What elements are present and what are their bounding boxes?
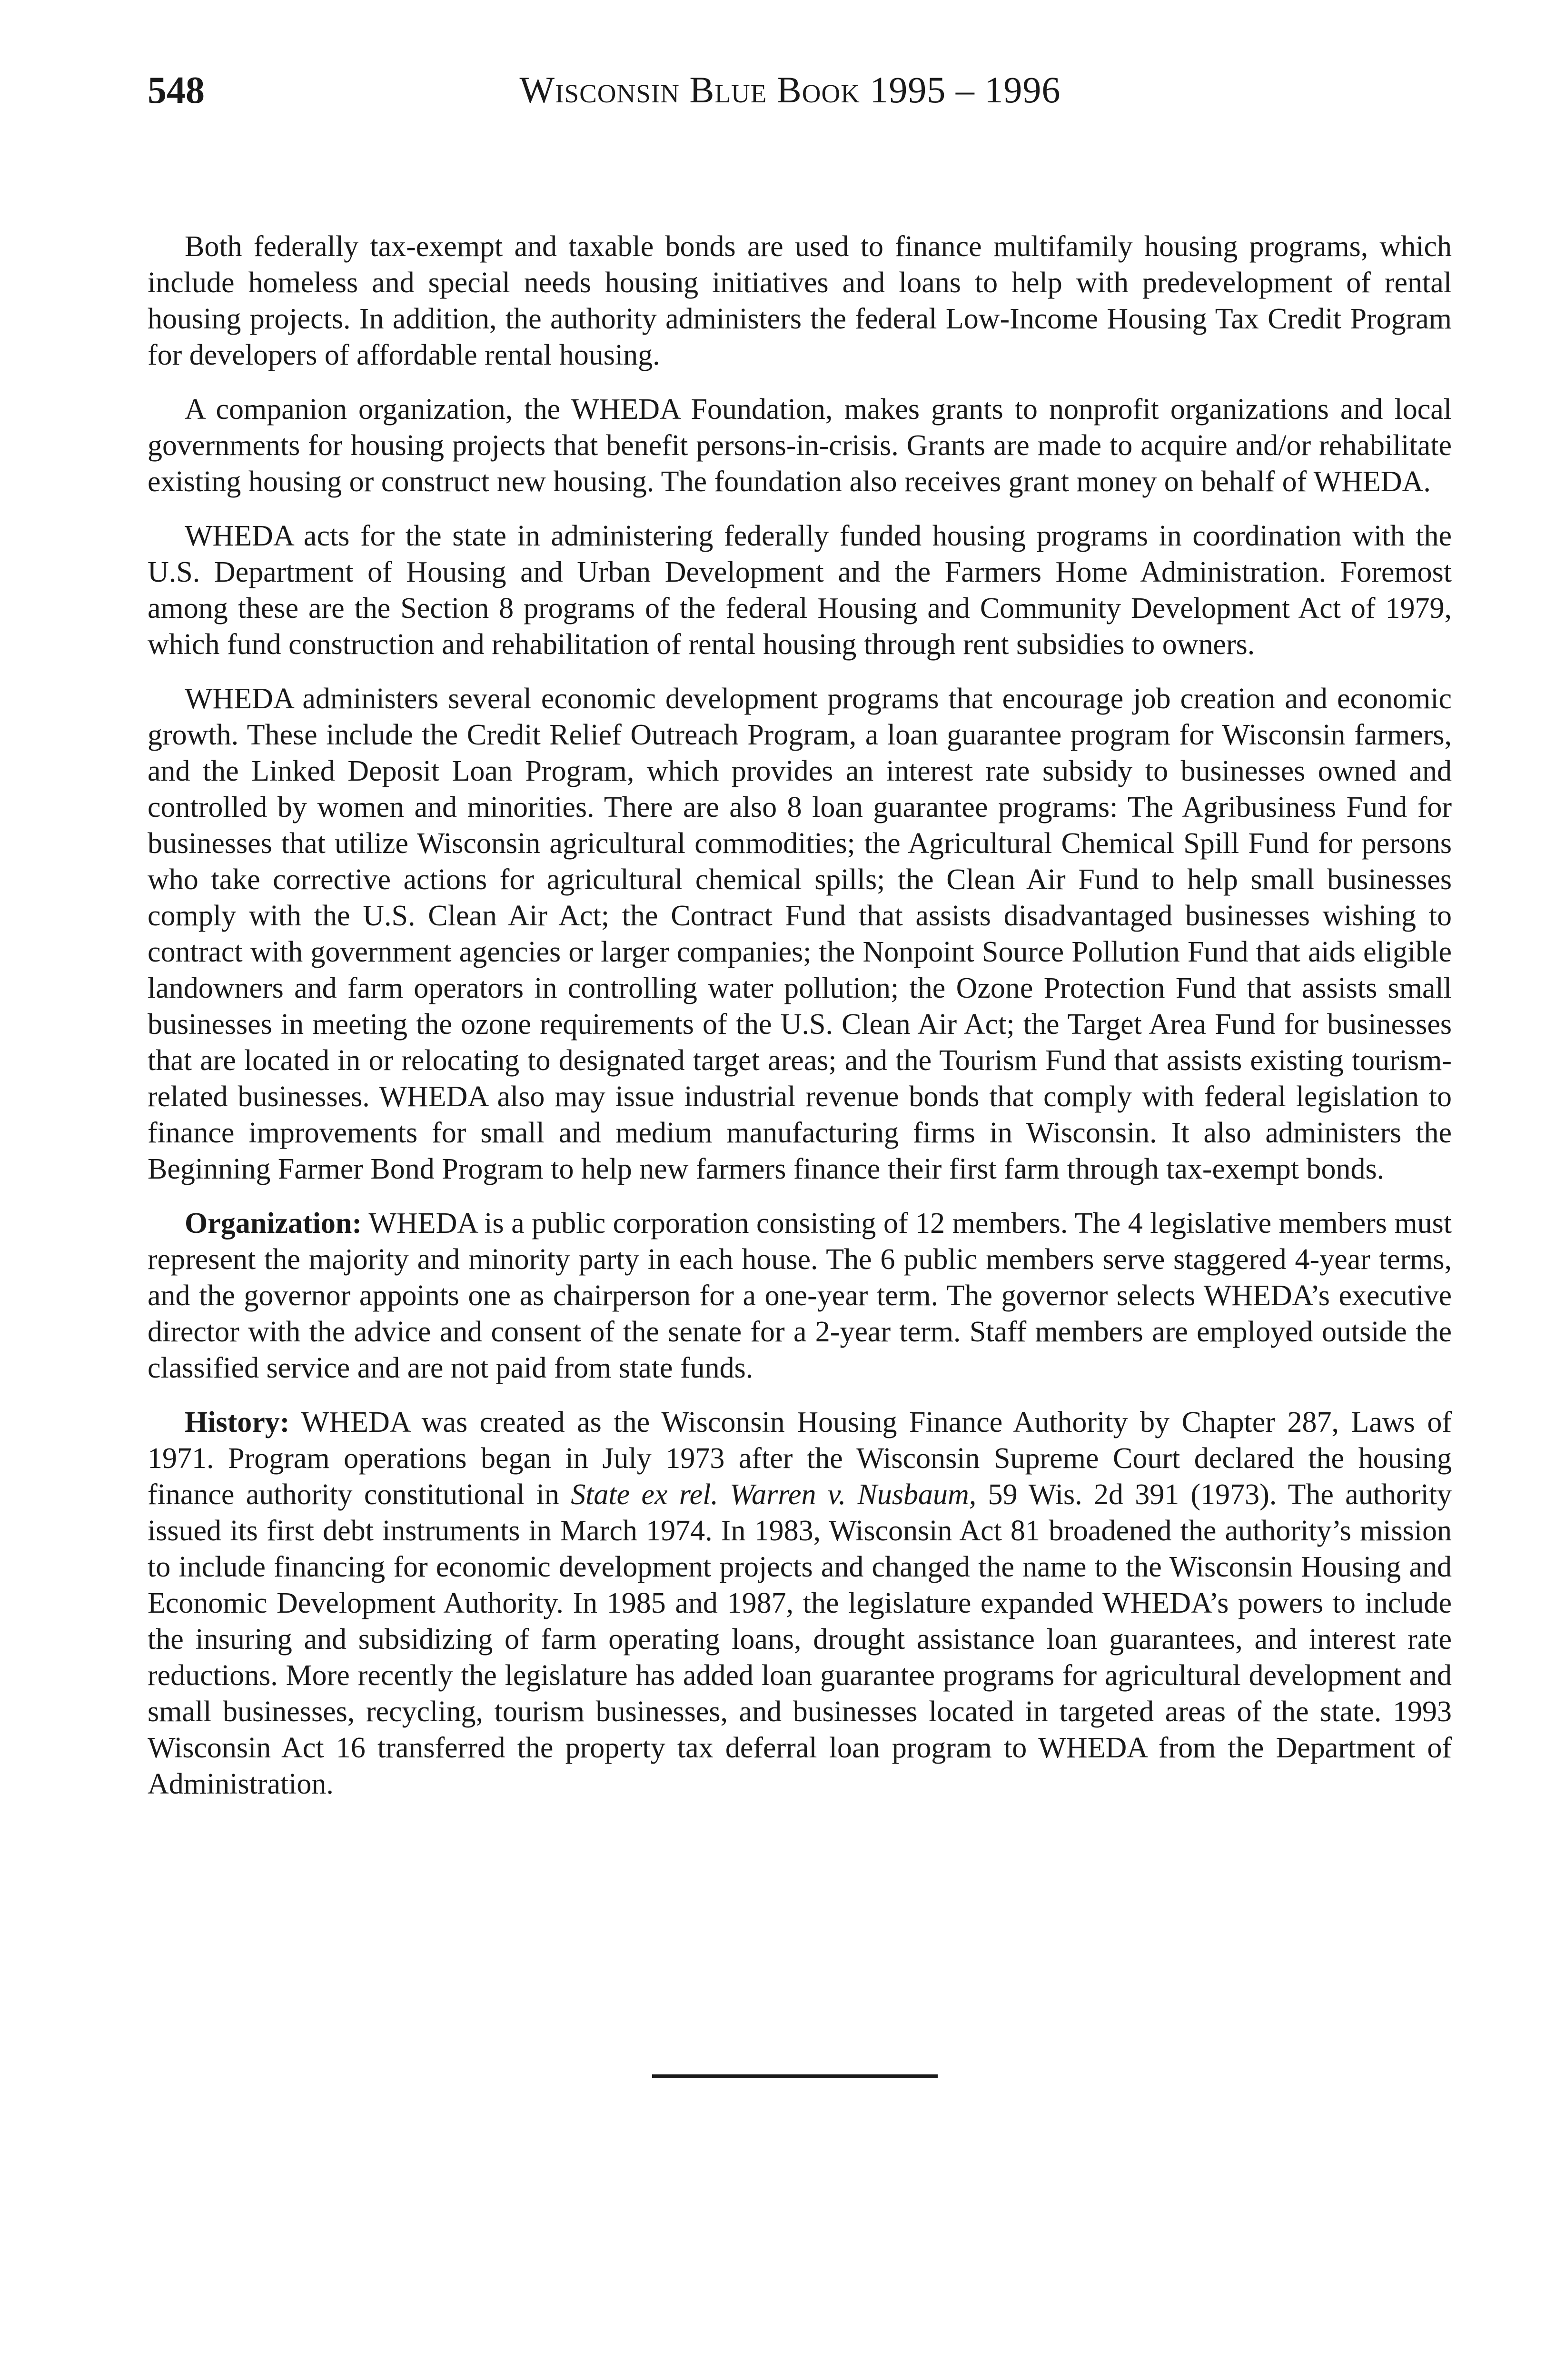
running-title: Wisconsin Blue Book 1995 – 1996: [519, 69, 1061, 110]
organization-heading: Organization:: [185, 1207, 362, 1240]
paragraph-organization: [148, 1205, 1452, 1386]
paragraph-bond-programs: Both federally tax-exempt and taxable bonds are used to finance multifamily housing programs, which include homeless and special needs housing initiatives and loans to help with predevelopment of rental housing projects. In addition, the authority administers the federal Low-Income Housing Tax Credit Program for developers of affordable rental housing.: [148, 230, 1452, 371]
history-text-part2: 59 Wis. 2d 391 (1973). The authority issued its first debt instruments in March 1974. In 1983, Wisconsin Act 81 broadened the authority’s mission to include financing for economic development projects and changed the name to the Wisconsin Housing and Economic Development Authority. In 1985 and 1987, the legislature expanded WHEDA’s powers to include the insuring and subsidizing of farm operating loans, drought assistance loan guarantees, and interest rate reductions. More recently the legislature has added loan guarantee programs for agricultural development and small businesses, recycling, tourism businesses, and businesses located in targeted areas of the state. 1993 Wisconsin Act 16 transferred the property tax deferral loan program to WHEDA from the Department of Administration.: [148, 1478, 1452, 1800]
history-text-part1: WHEDA was created as the Wisconsin Housing Finance Authority by Chapter 287, Laws of 1971. Program operations began in July 1973 after the Wisconsin Supreme Court declared the housing finance authority constitutional in: [148, 1406, 1452, 1511]
page-header: [148, 71, 1433, 129]
paragraph-history: [148, 1404, 1452, 1802]
case-citation: State ex rel. Warren v. Nusbaum,: [571, 1478, 977, 1511]
body-text: [148, 228, 1452, 1820]
paragraph-economic-development: WHEDA administers several economic development programs that encourage job creation and economic growth. These include the Credit Relief Outreach Program, a loan guarantee program for Wisconsin farmers, and the Linked Deposit Loan Program, which provides an interest rate subsidy to businesses owned and controlled by women and minorities. There are also 8 loan guarantee programs: The Agribusiness Fund for businesses that utilize Wisconsin agricultural commodities; the Agricultural Chemical Spill Fund for persons who take corrective actions for agricultural chemical spills; the Clean Air Fund to help small businesses comply with the U.S. Clean Air Act; the Contract Fund that assists disadvantaged businesses wishing to contract with government agencies or larger companies; the Nonpoint Source Pollution Fund that aids eligible landowners and farm operators in controlling water pollution; the Ozone Protection Fund that assists small businesses in meeting the ozone requirements of the U.S. Clean Air Act; the Target Area Fund for businesses that are located in or relocating to designated target areas; and the Tourism Fund that assists existing tourism-related businesses. WHEDA also may issue industrial revenue bonds that comply with federal legislation to finance improvements for small and medium manufacturing firms in Wisconsin. It also administers the Beginning Farmer Bond Program to help new farmers finance their first farm through tax-exempt bonds.: [148, 683, 1452, 1185]
paragraph-federal-programs: WHEDA acts for the state in administering federally funded housing programs in coordination with the U.S. Department of Housing and Urban Development and the Farmers Home Administration. Foremost among these are the Section 8 programs of the federal Housing and Community Development Act of 1979, which fund construction and rehabilitation of rental housing through rent subsidies to owners.: [148, 520, 1452, 661]
paragraph-wheda-foundation: A companion organization, the WHEDA Foundation, makes grants to nonprofit organizations and local governments for housing projects that benefit persons-in-crisis. Grants are made to acquire and/or rehabilitate existing housing or construct new housing. The foundation also receives grant money on behalf of WHEDA.: [148, 393, 1452, 498]
section-end-rule: [652, 2074, 938, 2078]
organization-text: WHEDA is a public corporation consisting of 12 members. The 4 legislative members must represent the majority and minority party in each house. The 6 public members serve staggered 4-year terms, and the governor appoints one as chairperson for a one-year term. The governor selects WHEDA’s executive director with the advice and consent of the senate for a 2-year term. Staff members are employed outside the classified service and are not paid from state funds.: [148, 1207, 1452, 1384]
page-number: 548: [148, 69, 205, 111]
history-heading: History:: [185, 1406, 290, 1438]
